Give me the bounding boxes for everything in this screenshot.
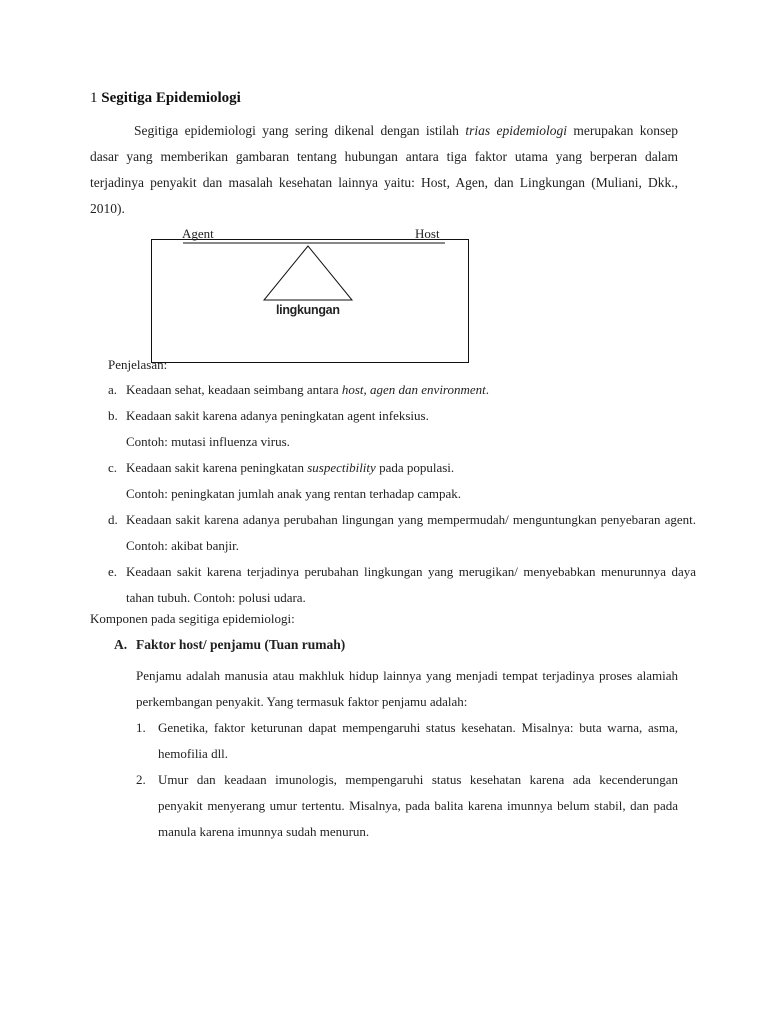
list-item [108,403,696,455]
intro-text-before: Segitiga epidemiologi yang sering dikenal dengan istilah [134,123,466,138]
environment-label: lingkungan [276,303,340,317]
item-text: Keadaan sakit karena peningkatan [126,460,308,475]
list-item [108,455,696,507]
list-marker: 2. [136,772,146,787]
item-text: Genetika, faktor keturunan dapat mempengaruhi status kesehatan. Misalnya: buta warna, asma, hemofilia dll. [158,720,678,761]
fulcrum-triangle [264,246,352,300]
list-marker: 1. [136,720,146,735]
factor-list [136,715,678,845]
section-heading [90,90,241,107]
item-text: Keadaan sakit karena terjadinya perubahan lingkungan yang merugikan/ menyebabkan menurunnya daya tahan tubuh. Contoh: polusi udara. [126,564,696,605]
factor-heading [114,637,345,653]
intro-paragraph [90,118,678,222]
list-marker: a. [108,382,118,397]
list-item [136,715,678,767]
list-item [136,767,678,845]
list-marker: c. [108,460,118,475]
item-text: Umur dan keadaan imunologis, mempengaruhi status kesehatan karena ada kecenderungan penyakit menyerang umur tertentu. Misalnya, pada balita karena imunnya belum stabil, dan pada manula karena imunnya sudah menurun. [158,772,678,839]
diagram-graphic [151,226,469,364]
section-number: 1 [90,90,98,106]
list-marker: d. [108,512,118,527]
list-marker: e. [108,564,118,579]
factor-paragraph: Penjamu adalah manusia atau makhluk hidup lainnya yang menjadi tempat terjadinya proses alamiah perkembangan penyakit. Yang termasuk faktor penjamu adalah: [136,668,678,709]
item-example: Contoh: mutasi influenza virus. [126,434,290,449]
list-item [108,377,696,403]
diagram-frame [152,240,469,363]
explanation-list [108,377,696,611]
section-title: Segitiga Epidemiologi [101,90,241,106]
item-text: Keadaan sakit karena adanya peningkatan agent infeksius. [126,408,429,423]
host-label: Host [415,226,440,241]
item-text-after: pada populasi. [375,460,455,475]
item-italic: host, agen dan environment [341,382,486,397]
factor-title: Faktor host/ penjamu (Tuan rumah) [136,637,346,652]
item-italic: suspectibility [307,460,376,475]
list-item [108,507,696,559]
explanation-title: Penjelasan: [108,357,168,372]
item-text: Keadaan sehat, keadaan seimbang antara [126,382,342,397]
list-marker: b. [108,408,118,423]
components-title: Komponen pada segitiga epidemiologi: [90,611,295,626]
factor-marker: A. [114,637,128,652]
epidemiology-triangle-diagram [151,226,469,364]
intro-text-after: merupakan konsep dasar yang memberikan gambaran tentang hubungan antara tiga faktor utama yang berperan dalam terjadinya penyakit dan masalah kesehatan lainnya yaitu: Host, Agen, dan Lingkungan (Muliani, Dkk., 2010). [90,123,679,216]
item-example: Contoh: peningkatan jumlah anak yang rentan terhadap campak. [126,486,461,501]
item-text: Keadaan sakit karena adanya perubahan lingungan yang mempermudah/ menguntungkan penyebaran agent. Contoh: akibat banjir. [126,512,696,553]
list-item [108,559,696,611]
agent-label: Agent [182,226,214,241]
item-text-after: . [485,382,490,397]
intro-italic-term: trias epidemiologi [465,123,567,138]
